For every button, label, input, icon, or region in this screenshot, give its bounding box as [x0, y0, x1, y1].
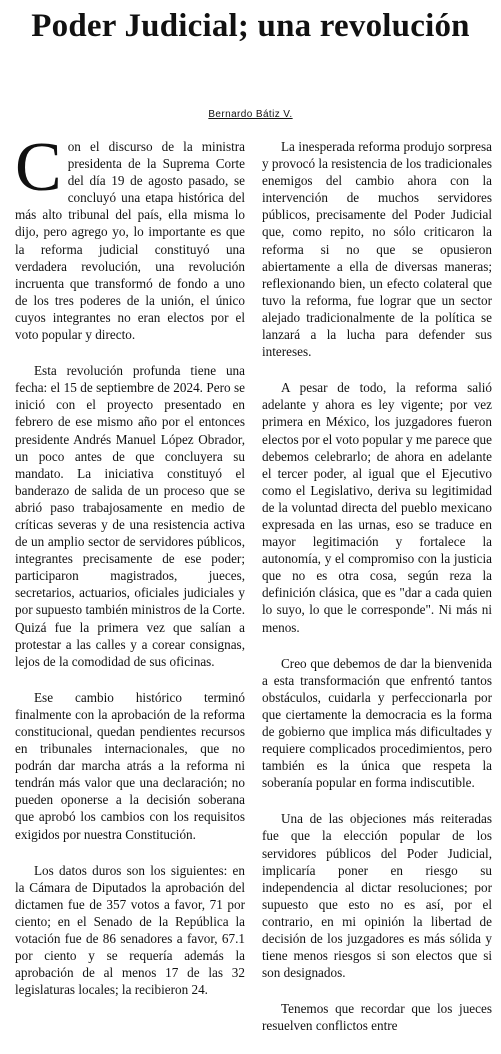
article-title: Poder Judicial; una revolución — [31, 8, 470, 44]
paragraph: Esta revolución profunda tiene una fecha: el 15 de septiembre de 2024. Pero se inició con el proyecto presentado en febrero de ese mismo año por el entonces presidente Andrés Manuel López Obrador, un poco antes de que concluyera su mandato. La iniciativa constituyó el banderazo de salida de un proceso que se abrió paso trabajosamente en medio de críticas severas y de una resistencia activa de un amplio sector de servidores públicos, integrantes precisamente de ese poder; participaron magistrados, jueces, secretarios, actuarios, oficiales judiciales y por supuesto también ministros de la Corte. Quizá fue la primera vez que salían a protestar a las calles y a corear consignas, lejos de la comodidad de sus oficinas. — [15, 363, 245, 669]
paragraph: Creo que debemos de dar la bienvenida a esta transformación que enfrentó tantos obstáculos, cuidarla y perfeccionarla por que ciertamente la democracia es la forma de gobierno que implica más dificultades y requiere complicados procedimientos, pero también es la única que respeta la soberanía popular en forma indiscutible. — [262, 655, 492, 791]
paragraph: Una de las objeciones más reiteradas fue que la elección popular de los servidores públicos del Poder Judicial, implicaría poner en riesgo su independencia al dictar resoluciones; por supuesto que esto no es así, por el contrario, en mi opinión la libertad de decisión de los juzgadores es más sólida y tiene menos riesgos si son electos que si son designados. — [262, 811, 492, 981]
right-column — [262, 138, 492, 1054]
paragraph: Tenemos que recordar que los jueces resuelven conflictos entre — [262, 1001, 492, 1034]
paragraph: Ese cambio histórico terminó finalmente con la aprobación de la reforma constitucional, quedan pendientes recursos en tribunales internacionales, que no podrán dar marcha atrás a la reforma ni tendrán más valor que una declaración; no pueden oponerse a la decisión soberana que aprobó los cambios con los requisitos exigidos por nuestra Constitución. — [15, 689, 245, 842]
paragraph: A pesar de todo, la reforma salió adelante y ahora es ley vigente; por vez primera en México, los juzgadores fueron electos por el voto popular y me parece que debemos celebrarlo; de ahora en adelante el tercer poder, al igual que el Ejecutivo como el Legislativo, deriva su legitimidad de la voluntad directa del pueblo mexicano expresada en las urnas, eso se traduce en mayor legitimación y fortalece la autonomía, y el compromiso con la justicia que no es otra cosa, según reza la definición clásica, que es "dar a cada quien lo suyo, lo que le corresponde". Ni más ni menos. — [262, 380, 492, 635]
left-column — [15, 129, 245, 1017]
author-byline: Bernardo Bátiz V. — [208, 109, 293, 120]
drop-cap: C — [15, 129, 62, 206]
paragraph-text: on el discurso de la ministra presidenta de la Suprema Corte del día 19 de agosto pasado, se concluyó una etapa histórica del más alto tribunal del país, ella misma lo dijo, pero agrego yo, lo importante es que la reforma judicial constituyó una verdadera revolución, una revolución incruenta que transformó de fondo a uno de los tres poderes de la unión, el único cuyos integrantes no eran electos por el voto popular y directo. — [15, 139, 245, 343]
paragraph: Los datos duros son los siguientes: en la Cámara de Diputados la aprobación del dictamen fue de 357 votos a favor, 71 por ciento; en el Senado de la República la votación fue de 86 senadores a favor, 67.1 por ciento y se requería además la aprobación de al menos 17 de las 32 legislaturas locales; la recibieron 24. — [15, 862, 245, 998]
paragraph — [15, 129, 245, 343]
paragraph: La inesperada reforma produjo sorpresa y provocó la resistencia de los tradicionales enemigos del cambio ahora con la intervención de muchos servidores públicos, precisamente del Poder Judicial que, como repito, no sólo criticaron la reforma si no que se opusieron abiertamente a ella de diversas maneras; reflexionando bien, un efecto colateral que tuvo la reforma, fue lograr que un sector alejado tradicionalmente de la política se lanzará a la lucha para defender sus intereses. — [262, 139, 492, 360]
